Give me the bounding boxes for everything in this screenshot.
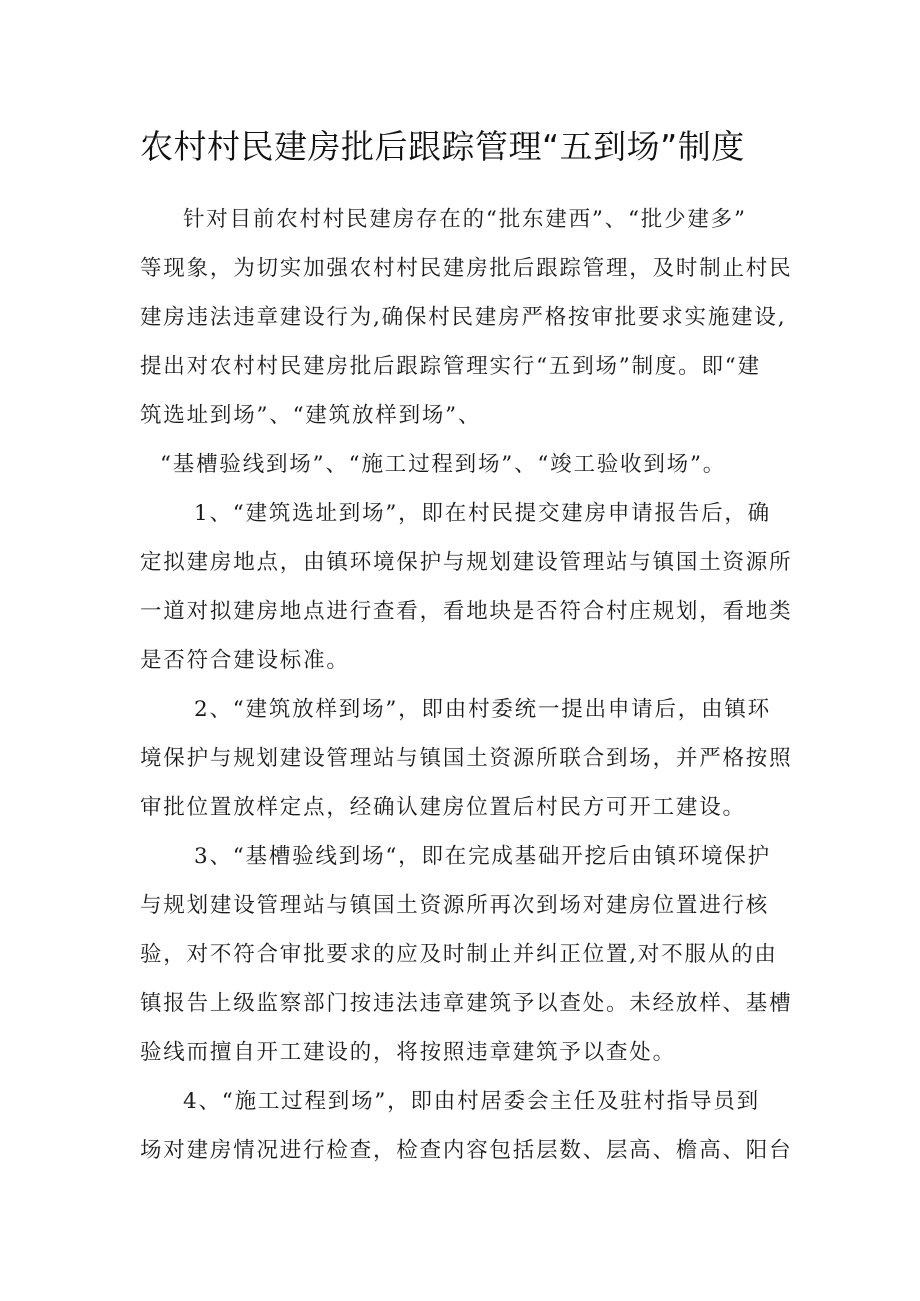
item-line: 1、“建筑选址到场”，即在村民提交建房申请报告后，确 [194, 501, 771, 526]
item-3-paragraph [140, 832, 793, 1077]
item-4-paragraph [140, 1077, 793, 1175]
item-line: 与规划建设管理站与镇国土资源所再次到场对建房位置进行核 [140, 893, 770, 918]
item-line: 境保护与规划建设管理站与镇国土资源所联合到场，并严格按照 [140, 746, 793, 771]
item-line: 2、“建筑放样到场”，即由村委统一提出申请后，由镇环 [194, 697, 771, 722]
item-line: 验，对不符合审批要求的应及时制止并纠正位置,对不服从的由 [140, 942, 778, 967]
item-line: 一道对拟建房地点进行查看，看地块是否符合村庄规划，看地类 [140, 599, 793, 624]
intro-line: 针对目前农村村民建房存在的“批东建西”、“批少建多” [183, 207, 747, 232]
item-line: 镇报告上级监察部门按违法违章建筑予以查处。未经放样、基槽 [140, 991, 793, 1016]
item-2-paragraph [140, 685, 793, 832]
intro-line: 筑选址到场”、“建筑放样到场”、 [140, 403, 482, 428]
item-line: 3、“基槽验线到场“，即在完成基础开挖后由镇环境保护 [194, 844, 771, 869]
intro-line: 等现象，为切实加强农村村民建房批后跟踪管理，及时制止村民 [140, 256, 793, 281]
item-line: 4、“施工过程到场”，即由村居委会主任及驻村指导员到 [183, 1089, 760, 1114]
intro-list-line: “基槽验线到场”、“施工过程到场”、“竣工验收到场”。 [160, 452, 727, 477]
intro-line: 提出对农村村民建房批后跟踪管理实行“五到场”制度。即“建 [140, 354, 761, 379]
item-line: 场对建房情况进行检查，检查内容包括层数、层高、檐高、阳台 [140, 1138, 793, 1163]
item-line: 定拟建房地点，由镇环境保护与规划建设管理站与镇国土资源所 [140, 550, 793, 575]
document-title: 农村村民建房批后跟踪管理“五到场”制度 [140, 127, 745, 166]
item-line: 是否符合建设标准。 [140, 648, 350, 673]
intro-line: 建房违法违章建设行为,确保村民建房严格按审批要求实施建设, [140, 305, 787, 330]
item-line: 验线而擅自开工建设的，将按照违章建筑予以查处。 [140, 1040, 676, 1065]
item-line: 审批位置放样定点，经确认建房位置后村民方可开工建设。 [140, 795, 746, 820]
intro-paragraph [140, 195, 793, 489]
item-1-paragraph [140, 489, 793, 685]
document-body [140, 195, 793, 1175]
